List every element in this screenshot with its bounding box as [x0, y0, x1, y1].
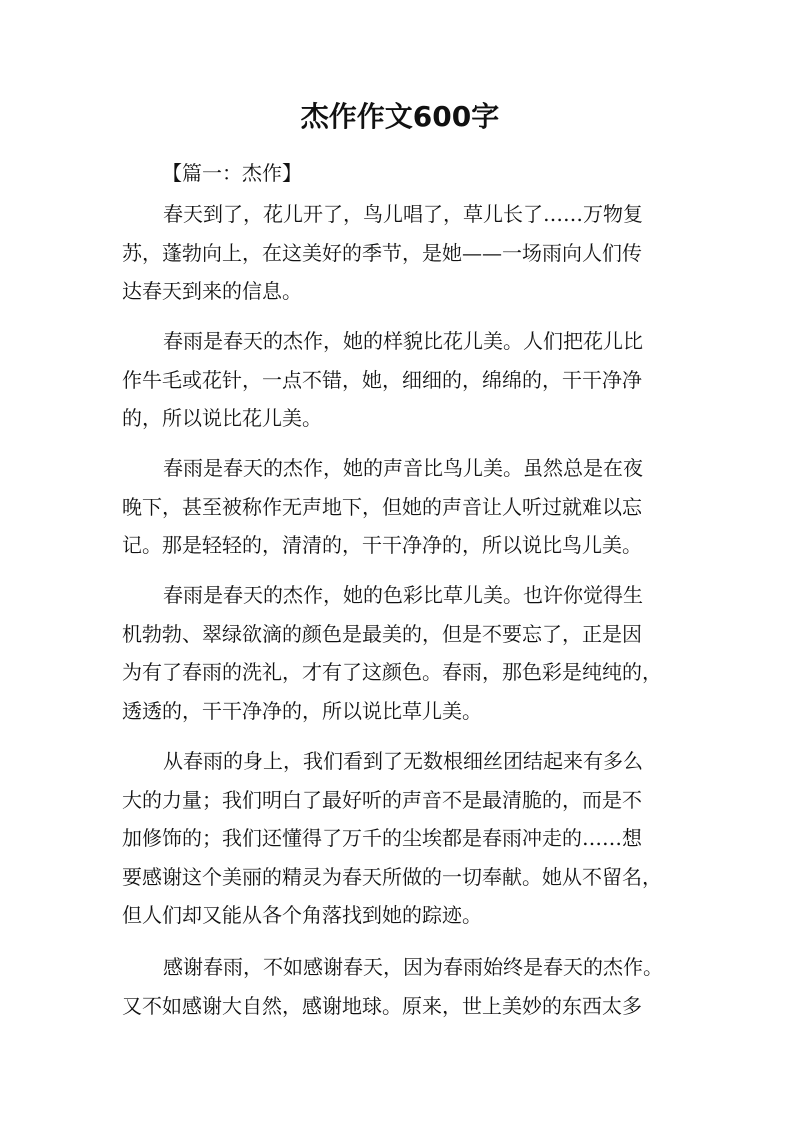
paragraph-line: 透透的，干干净净的，所以说比草儿美。 [122, 698, 482, 723]
paragraph-line: 但人们却又能从各个角落找到她的踪迹。 [122, 903, 482, 927]
paragraph-line: 达春天到来的信息。 [122, 279, 302, 303]
paragraph-line: 春天到了，花儿开了，鸟儿唱了，草儿长了……万物复 [163, 202, 643, 226]
paragraph-line: 加修饰的；我们还懂得了万千的尘埃都是春雨冲走的……想 [122, 826, 642, 850]
paragraph-line: 大的力量；我们明白了最好听的声音不是最清脆的，而是不 [122, 787, 642, 812]
paragraph-line: 苏，蓬勃向上，在这美好的季节，是她——一场雨向人们传 [122, 240, 642, 265]
paragraph [122, 948, 682, 1025]
paragraph-line: 为有了春雨的洗礼，才有了这颜色。春雨，那色彩是纯纯的， [122, 660, 662, 684]
paragraph-line: 又不如感谢大自然，感谢地球。原来，世上美妙的东西太多 [122, 993, 642, 1018]
paragraph-line: 要感谢这个美丽的精灵为春天所做的一切奉献。她从不留名， [122, 864, 662, 889]
document-title: 杰作作文600字 [300, 100, 500, 133]
paragraph-line: 晚下，甚至被称作无声地下，但她的声音让人听过就难以忘 [122, 494, 642, 519]
paragraph [122, 322, 682, 438]
paragraph-line: 春雨是春天的杰作，她的色彩比草儿美。也许你觉得生 [163, 583, 643, 607]
paragraph-line: 机勃勃、翠绿欲滴的颜色是最美的，但是不要忘了，正是因 [122, 621, 642, 646]
paragraph-line: 作牛毛或花针，一点不错，她，细细的，绵绵的，干干净净 [122, 367, 642, 392]
paragraph-line: 感谢春雨，不如感谢春天，因为春雨始终是春天的杰作。 [163, 955, 663, 979]
paragraph [122, 742, 682, 935]
paragraph-line: 的，所以说比花儿美。 [122, 406, 322, 430]
paragraph-line: 记。那是轻轻的，清清的，干干净净的，所以说比鸟儿美。 [122, 533, 642, 557]
section-heading: 【篇一：杰作】 [162, 161, 302, 185]
paragraph [122, 449, 682, 565]
paragraph-line: 春雨是春天的杰作，她的样貌比花儿美。人们把花儿比 [163, 329, 643, 353]
paragraph [122, 576, 682, 730]
paragraph-line: 春雨是春天的杰作，她的声音比鸟儿美。虽然总是在夜 [163, 456, 643, 480]
paragraph-line: 从春雨的身上，我们看到了无数根细丝团结起来有多么 [163, 749, 643, 773]
paragraph [122, 195, 682, 311]
